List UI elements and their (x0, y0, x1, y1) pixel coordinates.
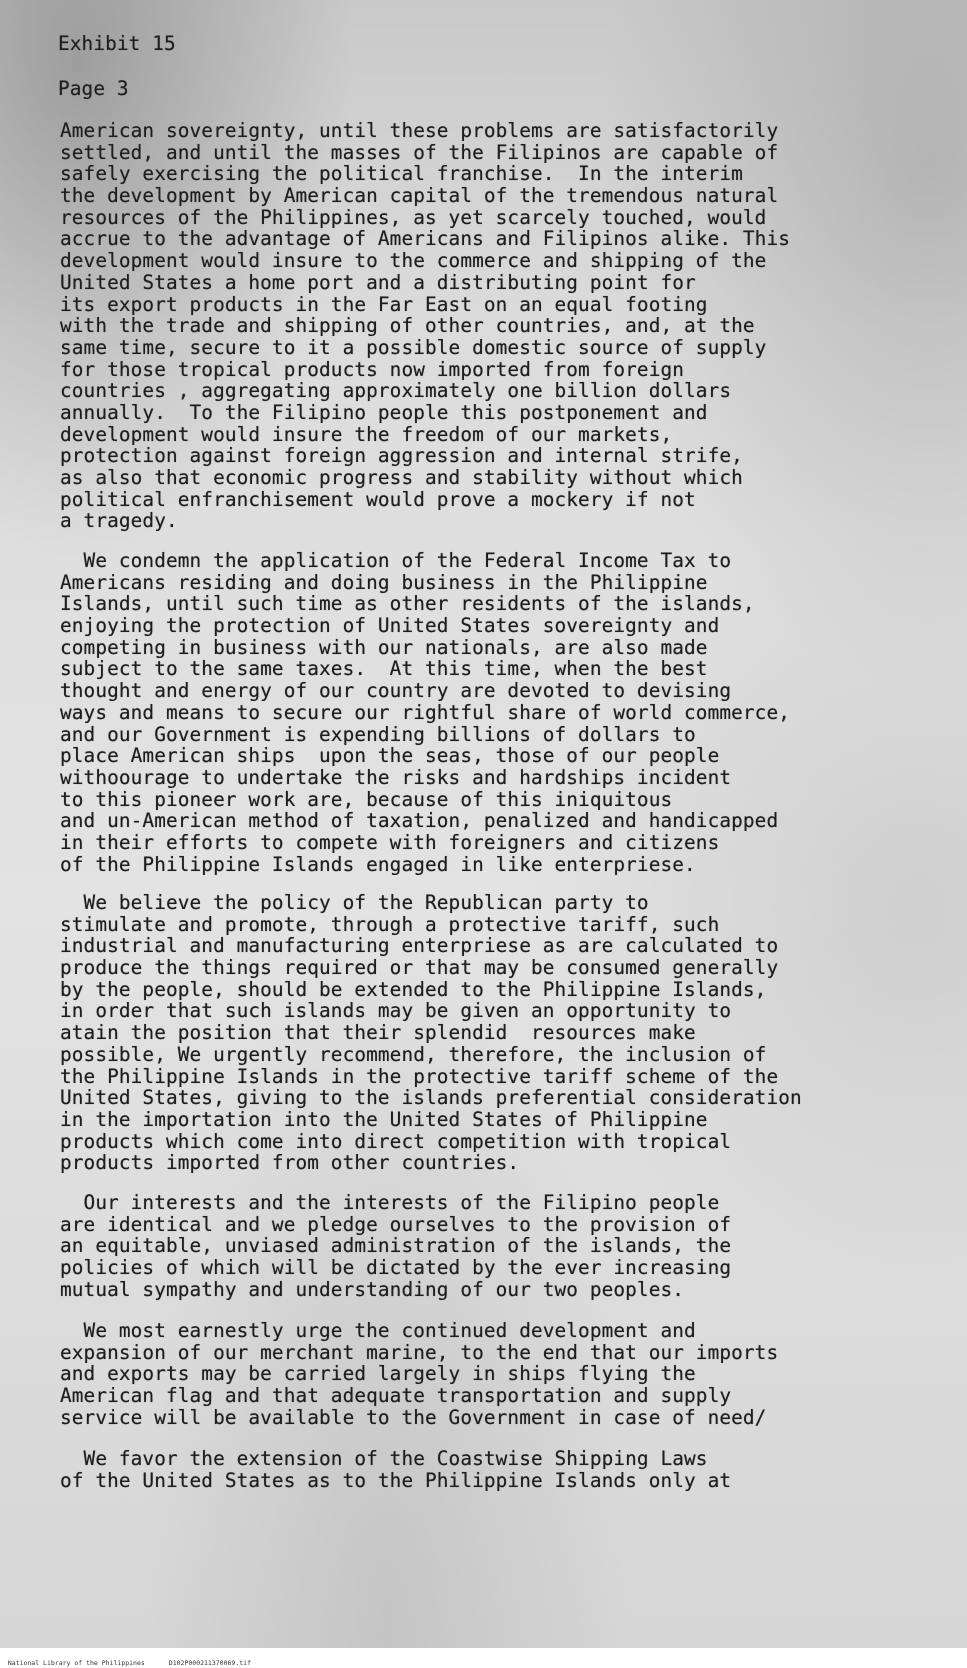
paragraph-3 (60, 892, 967, 1174)
text-line: countries , aggregating approximately one billion dollars (60, 379, 732, 403)
text-line: We favor the extension of the Coastwise Shipping Laws (60, 1447, 708, 1470)
footer-file-name: D102P000211370069.tif (168, 1659, 251, 1667)
text-line: thought and energy of our country are devoted to devising (60, 679, 732, 703)
text-line: competing in business with our nationals, are also made (60, 635, 708, 659)
text-line: ways and means to secure our rightful share of world commerce, (60, 700, 790, 724)
text-line: and un-American method of taxation, penalized and handicapped (60, 809, 779, 833)
text-line: We believe the policy of the Republican party to (60, 891, 649, 914)
text-line: resources of the Philippines, as yet scarcely touched, would (60, 205, 767, 229)
paragraph-4 (60, 1192, 967, 1300)
text-line: expansion of our merchant marine, to the end that our imports (60, 1340, 779, 1364)
text-line: policies of which will be dictated by the ever increasing (60, 1256, 732, 1280)
text-line: of the United States as to the Philippine Islands only at (60, 1468, 732, 1492)
text-line: American flag and that adequate transportation and supply (60, 1384, 732, 1408)
text-line: industrial and manufacturing enterpriese as are calculated to (60, 934, 779, 958)
page-label: Page 3 (58, 77, 129, 100)
text-line: with the trade and shipping of other countries, and, at the (60, 314, 755, 338)
text-line: protection against foreign aggression and internal strife, (60, 444, 743, 468)
text-line: its export products in the Far East on an equal footing (60, 292, 708, 316)
text-line: We most earnestly urge the continued development and (60, 1319, 696, 1342)
text-line: withoourage to undertake the risks and hardships incident (60, 765, 732, 789)
text-line: products imported from other countries. (60, 1151, 520, 1175)
text-line: in their efforts to compete with foreigners and citizens (60, 830, 720, 854)
text-line: Islands, until such time as other residents of the islands, (60, 592, 755, 616)
scan-footer (0, 1648, 967, 1667)
text-line: American sovereignty, until these problems are satisfactorily (60, 119, 779, 142)
paragraph-5 (60, 1320, 967, 1428)
text-line: stimulate and promote, through a protective tariff, such (60, 912, 720, 936)
text-line: political enfranchisement would prove a mockery if not (60, 487, 696, 511)
text-line: in the importation into the United States of Philippine (60, 1107, 708, 1131)
text-line: by the people, should be extended to the Philippine Islands, (60, 977, 767, 1001)
text-line: in order that such islands may be given an opportunity to (60, 999, 732, 1023)
paragraph-6 (60, 1448, 967, 1491)
text-line: products which come into direct competition with tropical (60, 1129, 732, 1153)
text-line: are identical and we pledge ourselves to the provision of (60, 1212, 732, 1236)
text-line: subject to the same taxes. At this time, when the best (60, 657, 708, 681)
text-line: the Philippine Islands in the protective tariff scheme of the (60, 1064, 779, 1088)
text-line: We condemn the application of the Federal Income Tax to (60, 549, 732, 572)
text-line: place American ships upon the seas, those of our people (60, 744, 720, 768)
text-line: accrue to the advantage of Americans and Filipinos alike. This (60, 227, 790, 251)
text-line: possible, We urgently recommend, therefore, the inclusion of (60, 1042, 767, 1066)
text-line: to this pioneer work are, because of this iniquitous (60, 787, 673, 811)
paragraph-2 (60, 550, 967, 875)
paragraph-1 (60, 120, 967, 532)
text-line: atain the position that their splendid resources make (60, 1021, 696, 1045)
text-line: for those tropical products now imported from foreign (60, 357, 685, 381)
text-line: Americans residing and doing business in the Philippine (60, 570, 708, 594)
text-line: and exports may be carried largely in ships flying the (60, 1362, 696, 1386)
text-line: service will be available to the Government in case of need/ (60, 1405, 767, 1429)
text-line: the development by American capital of the tremendous natural (60, 184, 779, 208)
text-line: annually. To the Filipino people this postponement and (60, 400, 708, 424)
text-line: Our interests and the interests of the Filipino people (60, 1191, 720, 1214)
text-line: an equitable, unviased administration of the islands, the (60, 1234, 732, 1258)
text-line: development would insure to the commerce and shipping of the (60, 249, 767, 273)
text-line: safely exercising the political franchise. In the interim (60, 162, 743, 186)
text-line: development would insure the freedom of our markets, (60, 422, 673, 446)
text-line: produce the things required or that may be consumed generally (60, 956, 779, 980)
text-line: a tragedy. (60, 509, 178, 533)
text-line: as also that economic progress and stability without which (60, 466, 743, 489)
text-line: of the Philippine Islands engaged in like enterpriese. (60, 852, 696, 876)
text-line: same time, secure to it a possible domestic source of supply (60, 335, 767, 359)
footer-library: National Library of the Philippines (7, 1659, 145, 1667)
text-line: settled, and until the masses of the Filipinos are capable of (60, 140, 779, 164)
text-line: United States a home port and a distributing point for (60, 270, 696, 294)
text-line: mutual sympathy and understanding of our two peoples. (60, 1277, 685, 1301)
exhibit-label: Exhibit 15 (58, 32, 176, 55)
text-line: and our Government is expending billions of dollars to (60, 722, 696, 746)
text-line: enjoying the protection of United States sovereignty and (60, 614, 720, 638)
text-line: United States, giving to the islands preferential consideration (60, 1086, 802, 1110)
